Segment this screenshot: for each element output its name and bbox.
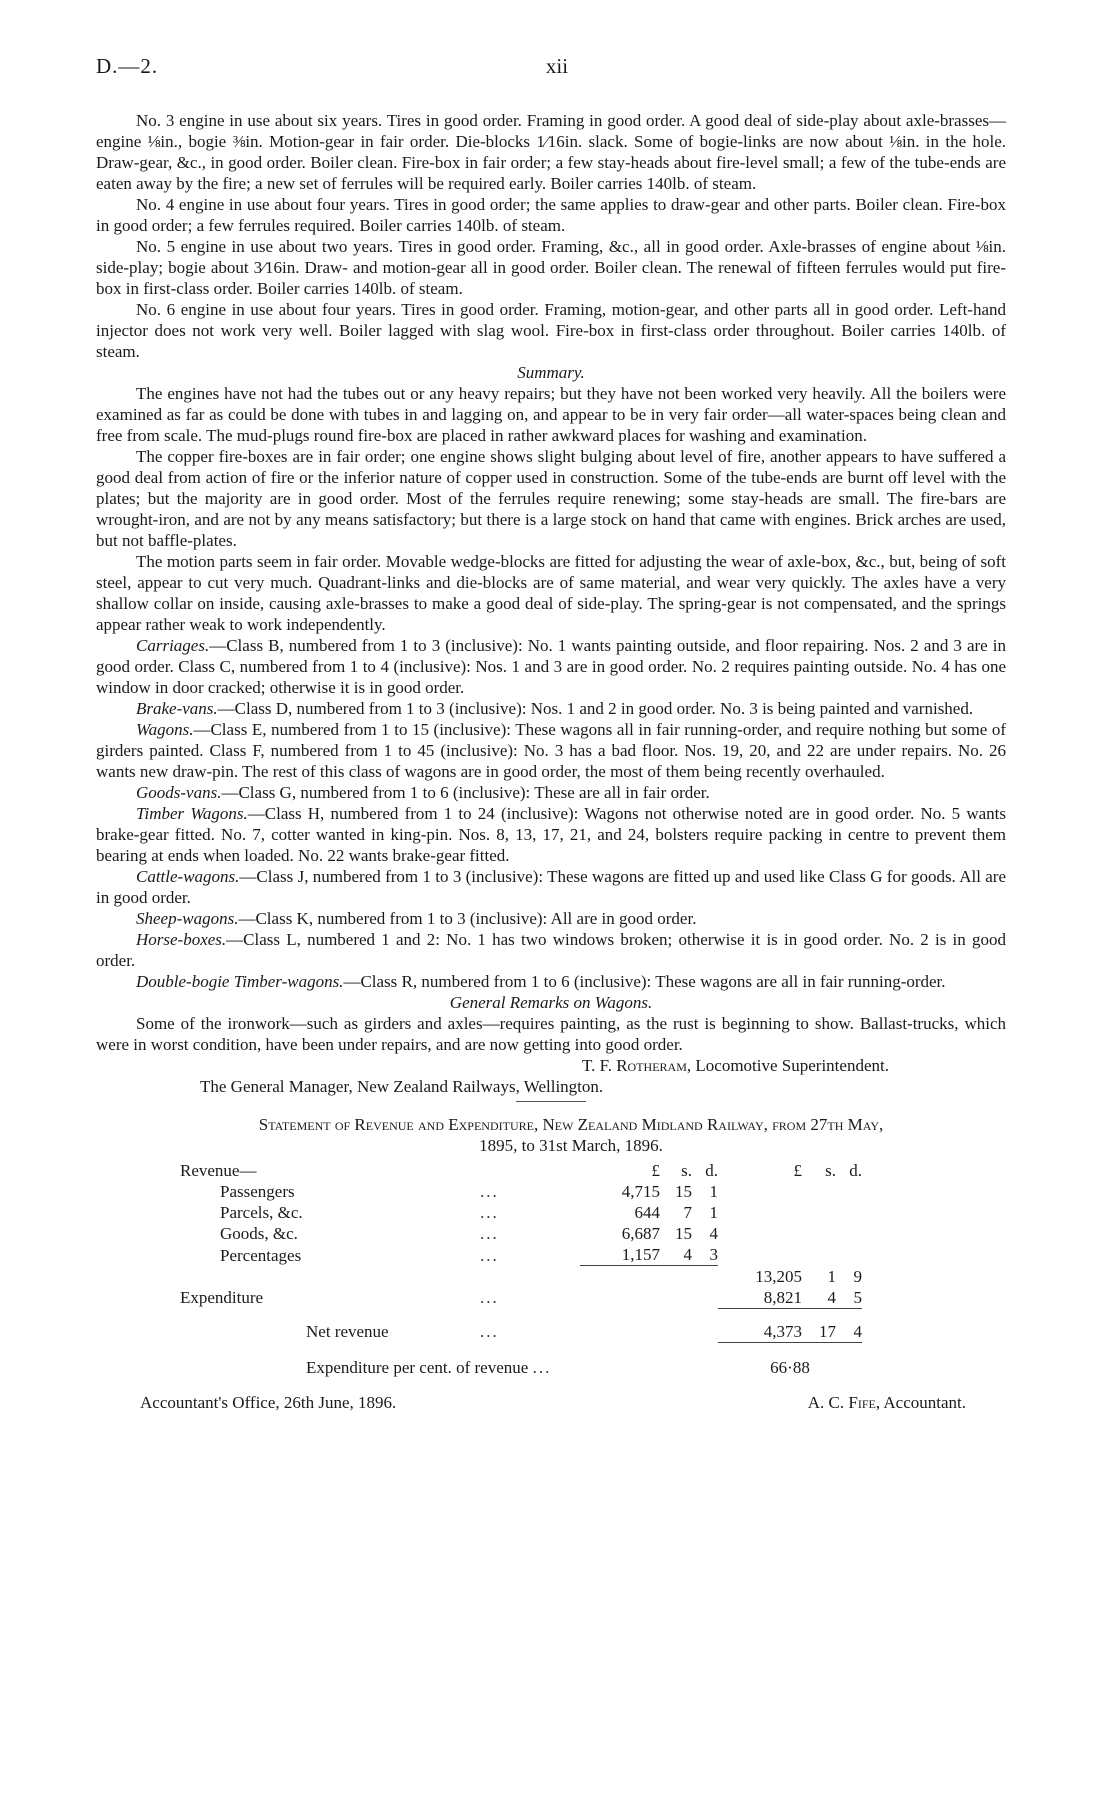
cell-shillings: 7: [683, 1203, 692, 1222]
per-cent-label: [180, 1342, 580, 1378]
statement-table: [180, 1160, 862, 1378]
table-row: [180, 1223, 862, 1244]
summary-paragraph: The engines have not had the tubes out or any heavy repairs; but they have not been worked very heavily. All the boilers were examined as far as could be done with tubes in and lagging on, and appear to be in very fair order—all water-spaces being clean and free from scale. The mud-plugs round fire-box are placed in rather awkward places for washing and examination.: [96, 384, 1006, 445]
cell-pence: 3: [709, 1245, 718, 1264]
shillings-header: s.: [825, 1161, 836, 1180]
cell-pounds: 4,715: [621, 1182, 660, 1201]
addressee-line: The General Manager, New Zealand Railways, Wellington.: [200, 1077, 604, 1096]
summary-heading: Summary.: [517, 363, 585, 382]
leader-dots: ...: [532, 1357, 552, 1377]
accountant-title: , Accountant.: [875, 1392, 966, 1412]
accountant-signature: [808, 1392, 966, 1413]
cell-shillings: 15: [675, 1224, 692, 1243]
stock-paragraph: [96, 929, 1006, 971]
remarks-heading: General Remarks on Wagons.: [449, 993, 653, 1012]
stock-text: —Class B, numbered from 1 to 3 (inclusive): No. 1 wants painting outside, and floor repairing. Nos. 2 and 3 are in good order. Class C, numbered from 1 to 4 (inclusive): Nos. 1 and 3 are in good order. No. 2 requires painting outside. No. 4 has one window in door cracked; otherwise it is in good order.: [96, 636, 1006, 697]
revenue-item-label: Goods, &c.: [220, 1224, 298, 1243]
table-row: [180, 1244, 862, 1266]
revenue-item-label: Passengers: [220, 1182, 295, 1201]
stock-text: —Class E, numbered from 1 to 15 (inclusive): These wagons all in fair running-order, and require nothing but some of girders painted. Class F, numbered from 1 to 45 (inclusive): No. 3 has a bad floor. Nos. 19, 20, and 22 are under repairs. No. 26 wants new draw-pin. The rest of this class of wagons are in good order, the most of them being recently overhauled.: [96, 720, 1006, 781]
revenue-total-pounds: 13,205: [755, 1266, 802, 1286]
table-row: [180, 1342, 862, 1378]
stock-paragraph: [96, 866, 1006, 908]
engine-paragraph: No. 3 engine in use about six years. Tires in good order. Framing in good order. A good deal of side-play about axle-brasses—engine ⅛in., bogie ⅜in. Motion-gear in fair order. Die-blocks 1⁄16in. slack. Some of bogie-links are now about ⅛in. in the hole. Draw-gear, &c., in good order. Boiler clean. Fire-box in fair order; a few stay-heads about fire-level small; a few of the tube-ends are eaten away by the fire; a new set of ferrules will be required early. Boiler carries 140lb. of steam.: [96, 111, 1006, 193]
stock-label: Cattle-wagons.: [136, 867, 240, 886]
stock-label: Wagons.: [136, 720, 194, 739]
cell-pounds: 1,157: [621, 1245, 660, 1264]
stock-label: Sheep-wagons.: [136, 909, 239, 928]
cell-shillings: 4: [683, 1245, 692, 1264]
signature-title: , Locomotive Superintendent.: [686, 1056, 889, 1075]
expenditure-pounds: 8,821: [718, 1287, 802, 1309]
stock-text: —Class J, numbered from 1 to 3 (inclusive): These wagons are fitted up and used like Class G for goods. All are in good order.: [96, 867, 1006, 907]
revenue-label: Revenue—: [180, 1161, 257, 1180]
page-number: xii: [545, 54, 569, 78]
stock-label: Carriages.: [136, 636, 210, 655]
stock-label: Horse-boxes.: [136, 930, 227, 949]
signature-name: T. F. Rotheram: [582, 1056, 687, 1075]
engine-paragraph: No. 5 engine in use about two years. Tires in good order. Framing, &c., all in good order. Axle-brasses of engine about ⅛in. side-play; bogie about 3⁄16in. Draw- and motion-gear all in good order. Boiler clean. The renewal of fifteen ferrules would put fire-box in first-class order. Boiler carries 140lb. of steam.: [96, 237, 1006, 298]
shillings-header: s.: [681, 1161, 692, 1180]
pence-header: d.: [849, 1161, 862, 1180]
document-body: [96, 110, 1006, 1413]
cell-pence: 4: [709, 1224, 718, 1243]
stock-label: Timber Wagons.: [136, 804, 248, 823]
table-row: [180, 1308, 862, 1342]
engine-paragraph: No. 4 engine in use about four years. Tires in good order; the same applies to draw-gear and other parts. Boiler clean. Fire-box in good order; a few ferrules required. Boiler carries 140lb. of steam.: [96, 195, 1006, 235]
stock-text: —Class G, numbered from 1 to 6 (inclusive): These are all in fair order.: [221, 783, 710, 802]
table-row-total: [180, 1266, 862, 1287]
cell-pounds: 644: [634, 1203, 660, 1222]
leader-dots: ...: [480, 1245, 499, 1265]
accountant-name: A. C. Fife: [807, 1392, 876, 1412]
stock-paragraph: [96, 971, 1006, 992]
leader-dots: ...: [480, 1288, 499, 1307]
stock-label: Double-bogie Timber-wagons.: [136, 972, 344, 991]
leader-dots: ...: [480, 1203, 499, 1222]
stock-paragraph: [96, 803, 1006, 866]
statement-title-dates: 1895, to 31st March, 1896.: [479, 1136, 663, 1155]
net-revenue-shillings: 17: [802, 1308, 836, 1342]
pounds-header: £: [651, 1161, 660, 1180]
leader-dots: ...: [480, 1182, 499, 1201]
stock-paragraph: [96, 719, 1006, 782]
net-revenue-pounds: 4,373: [718, 1308, 802, 1342]
document-reference: D.—2.: [96, 54, 159, 78]
section-divider: [516, 1101, 586, 1102]
stock-text: —Class K, numbered from 1 to 3 (inclusive): All are in good order.: [238, 909, 697, 928]
table-header-row: [180, 1160, 862, 1181]
cell-pence: 1: [709, 1203, 718, 1222]
leader-dots: ...: [480, 1224, 499, 1243]
signature-line: [96, 1055, 1006, 1076]
pence-header: d.: [705, 1161, 718, 1180]
stock-label: Brake-vans.: [136, 699, 218, 718]
table-row: [180, 1287, 862, 1309]
per-cent-text: Expenditure per cent. of revenue: [306, 1357, 529, 1377]
cell-pounds: 6,687: [621, 1224, 660, 1243]
stock-label: Goods-vans.: [136, 783, 222, 802]
cell-pence: 1: [709, 1182, 718, 1201]
stock-paragraph: [96, 635, 1006, 698]
revenue-total-shillings: 1: [827, 1266, 836, 1286]
expenditure-pence: 5: [836, 1287, 862, 1309]
stock-text: —Class H, numbered from 1 to 24 (inclusive): Wagons not otherwise noted are in good order. No. 5 wants brake-gear fitted. No. 7, cotter wanted in king-pin. Nos. 8, 13, 17, 21, and 24, bolsters require packing in centre to prevent them bearing at ends when loaded. No. 22 wants brake-gear fitted.: [96, 804, 1006, 865]
statement-title: Statement of Revenue and Expenditure, New Zealand Midland Railway, from 27th May,: [258, 1115, 884, 1134]
leader-dots: ...: [480, 1322, 499, 1341]
cell-shillings: 15: [675, 1182, 692, 1201]
office-date: Accountant's Office, 26th June, 1896.: [140, 1392, 397, 1412]
revenue-total-pence: 9: [853, 1266, 862, 1286]
revenue-item-label: Percentages: [220, 1245, 302, 1265]
expenditure-shillings: 4: [802, 1287, 836, 1309]
stock-paragraph: [96, 782, 1006, 803]
summary-paragraph: The copper fire-boxes are in fair order; one engine shows slight bulging about level of fire, another appears to have suffered a good deal from action of fire or the inferior nature of copper used in construction. Some of the tube-ends are burnt off level with the plates; but the majority are in good order. Most of the ferrules require renewing; some stay-heads are small. The fire-bars are wrought-iron, and are not by any means satisfactory; but there is a large stock on hand that came with engines. Brick arches are used, but not baffle-plates.: [96, 447, 1006, 550]
stock-text: —Class L, numbered 1 and 2: No. 1 has two windows broken; otherwise it is in good order. No. 2 is in good order.: [96, 930, 1006, 970]
per-cent-value: 66·88: [770, 1357, 810, 1377]
stock-paragraph: [96, 698, 1006, 719]
stock-text: —Class D, numbered from 1 to 3 (inclusive): Nos. 1 and 2 in good order. No. 3 is being painted and varnished.: [217, 699, 974, 718]
summary-paragraph: The motion parts seem in fair order. Movable wedge-blocks are fitted for adjusting the wear of axle-box, &c., but, being of soft steel, appear to cut very much. Quadrant-links and die-blocks are of same material, and wear very quickly. The axles have a very shallow collar on inside, causing axle-brasses to make a good deal of side-play. The spring-gear is not compensated, and the springs appear rather weak to work independently.: [96, 552, 1006, 634]
table-row: [180, 1181, 862, 1202]
table-row: [180, 1202, 862, 1223]
statement-footer: [96, 1392, 1006, 1413]
net-revenue-label: Net revenue: [306, 1322, 389, 1341]
engine-paragraph: No. 6 engine in use about four years. Tires in good order. Framing, motion-gear, and other parts all in good order. Left-hand injector does not work very well. Boiler lagged with slag wool. Fire-box in first-class order throughout. Boiler carries 140lb. of steam.: [96, 300, 1006, 361]
pounds-header: £: [793, 1161, 802, 1180]
remarks-paragraph: Some of the ironwork—such as girders and axles—requires painting, as the rust is beginning to show. Ballast-trucks, which were in worst condition, have been under repairs, and are now getting into good order.: [96, 1014, 1006, 1054]
stock-text: —Class R, numbered from 1 to 6 (inclusive): These wagons are all in fair running-order.: [343, 972, 946, 991]
revenue-item-label: Parcels, &c.: [220, 1203, 303, 1222]
expenditure-label: Expenditure: [180, 1288, 264, 1307]
net-revenue-pence: 4: [836, 1308, 862, 1342]
stock-paragraph: [96, 908, 1006, 929]
